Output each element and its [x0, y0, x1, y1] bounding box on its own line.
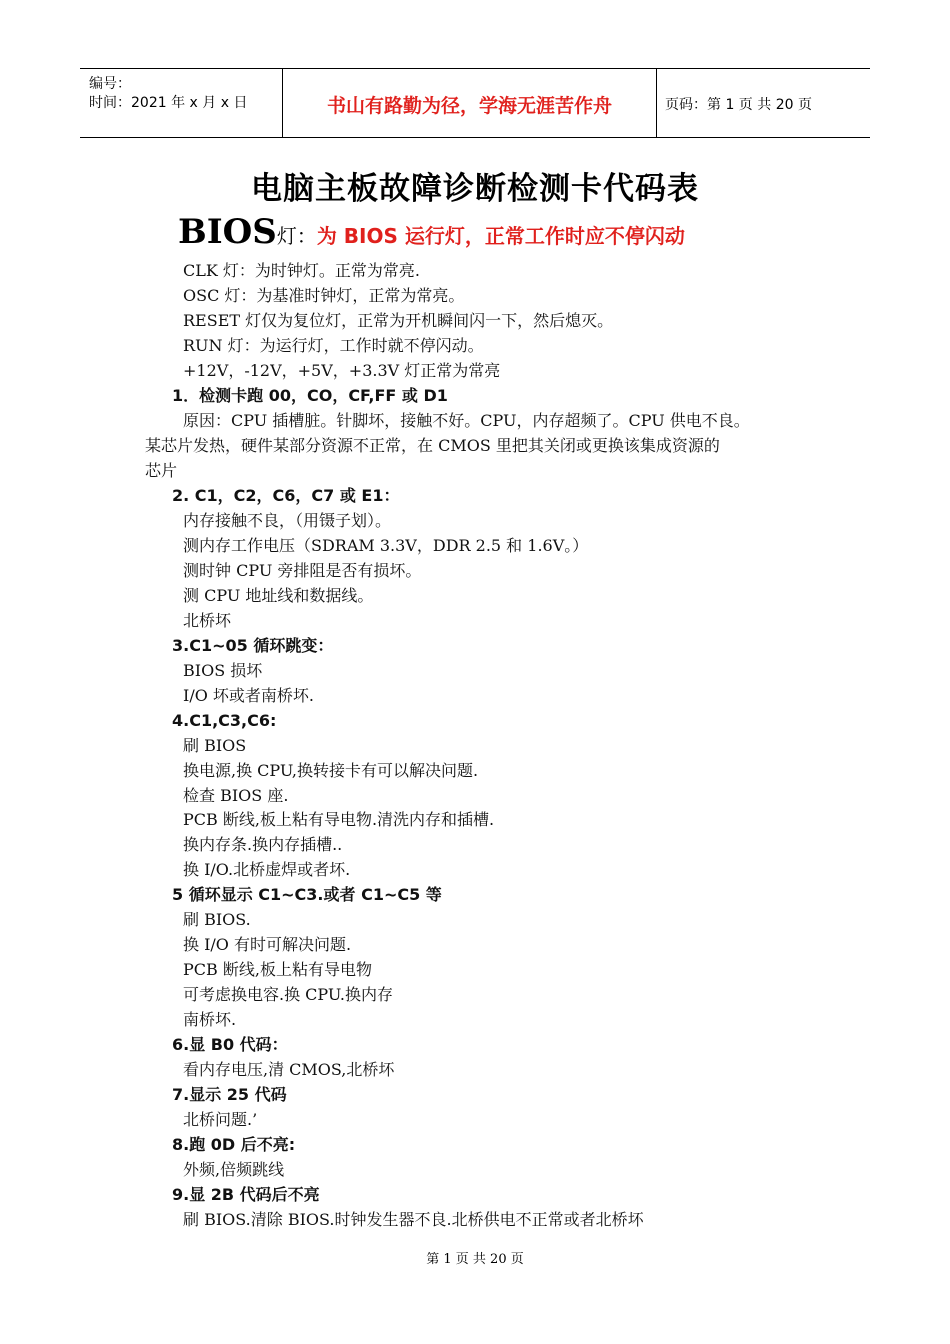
section-heading: 7.显示 25 代码	[172, 1085, 287, 1104]
text-line: PCB 断线,板上粘有导电物	[183, 960, 372, 979]
text-line: PCB 断线,板上粘有导电物.清洗内存和插槽.	[183, 810, 495, 829]
text-line: +12V，-12V，+5V，+3.3V 灯正常为常亮	[183, 361, 501, 380]
text-line: 换电源,换 CPU,换转接卡有可以解决问题.	[183, 761, 479, 780]
bios-heading-big: BIOS	[178, 212, 277, 252]
page-title: 电脑主板故障诊断检测卡代码表	[251, 171, 699, 207]
text-line: 刷 BIOS.清除 BIOS.时钟发生器不良.北桥供电不正常或者北桥坏	[183, 1210, 644, 1229]
text-line: 刷 BIOS.	[183, 910, 251, 929]
text-line: 可考虑换电容.换 CPU.换内存	[183, 985, 394, 1004]
page-footer: 第 1 页 共 20 页	[426, 1252, 524, 1267]
text-line: 芯片	[145, 461, 178, 480]
text-line: 检查 BIOS 座.	[183, 786, 289, 805]
motto: 书山有路勤为径，学海无涯苦作舟	[326, 95, 612, 117]
text-line: 北桥坏	[183, 611, 232, 630]
text-line: BIOS 损坏	[183, 661, 263, 680]
text-line: 换 I/O 有时可解决问题.	[183, 935, 352, 954]
text-line: 换内存条.换内存插槽..	[183, 835, 343, 854]
bios-heading	[178, 212, 685, 252]
text-line: RESET 灯仅为复位灯，正常为开机瞬间闪一下，然后熄灭。	[183, 311, 614, 330]
text-line: 换 I/O.北桥虚焊或者坏.	[183, 860, 351, 879]
text-line: 某芯片发热，硬件某部分资源不正常，在 CMOS 里把其关闭或更换该集成资源的	[145, 436, 720, 455]
text-line: OSC 灯：为基准时钟灯，正常为常亮。	[183, 286, 465, 305]
text-line: 南桥坏.	[183, 1010, 237, 1029]
text-line: 测内存工作电压（SDRAM 3.3V，DDR 2.5 和 1.6V。）	[183, 536, 589, 555]
text-line: I/O 坏或者南桥坏.	[183, 686, 315, 705]
header-left-cell	[80, 69, 282, 137]
text-line: 测 CPU 地址线和数据线。	[183, 586, 374, 605]
text-line: 刷 BIOS	[183, 736, 247, 755]
section-heading: 9.显 2B 代码后不亮	[172, 1185, 320, 1204]
text-line: 北桥问题.’	[183, 1110, 258, 1129]
bios-heading-red: 为 BIOS 运行灯，正常工作时应不停闪动	[316, 224, 685, 248]
text-line: RUN 灯：为运行灯，工作时就不停闪动。	[183, 336, 484, 355]
text-line: CLK 灯：为时钟灯。正常为常亮.	[183, 261, 420, 280]
section-heading: 6.显 B0 代码：	[172, 1035, 288, 1054]
header-table	[80, 68, 870, 138]
section-heading: 5 循环显示 C1~C3.或者 C1~C5 等	[172, 885, 442, 904]
text-line: 内存接触不良，（用镊子划）。	[183, 511, 392, 530]
section-heading: 3.C1~05 循环跳变：	[172, 636, 334, 655]
time-label: 时间：2021 年 x 月 x 日	[89, 95, 248, 111]
header-middle-cell	[282, 69, 657, 137]
section-heading: 1．检测卡跑 00，CO，CF,FF 或 D1	[172, 386, 448, 405]
text-line: 原因：CPU 插槽脏。针脚坏，接触不好。CPU，内存超频了。CPU 供电不良。	[183, 411, 750, 430]
section-heading: 8.跑 0D 后不亮:	[172, 1135, 296, 1154]
bios-heading-small: 灯：	[276, 224, 317, 248]
number-label: 编号：	[89, 76, 131, 92]
text-line: 看内存电压,清 CMOS,北桥坏	[183, 1060, 395, 1079]
header-right-cell	[656, 69, 870, 137]
page-info: 页码：第 1 页 共 20 页	[665, 97, 812, 113]
text-line: 外频,倍频跳线	[183, 1160, 285, 1179]
section-heading: 4.C1,C3,C6:	[172, 711, 277, 730]
section-heading: 2. C1，C2，C6，C7 或 E1：	[172, 486, 400, 505]
text-line: 测时钟 CPU 旁排阻是否有损坏。	[183, 561, 422, 580]
